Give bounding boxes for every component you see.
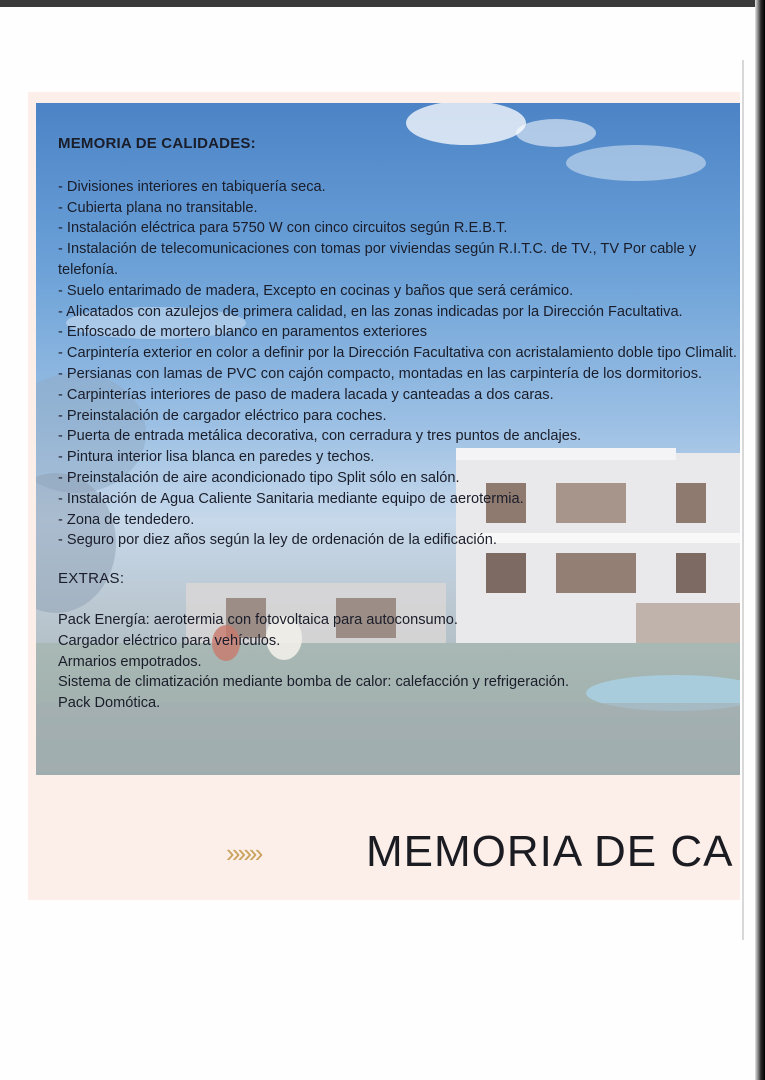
list-item: Pack Domótica. (58, 695, 161, 712)
list-item: Sistema de climatización mediante bomba de calor: calefacción y refrigeración. (58, 674, 570, 691)
list-item: - Persianas con lamas de PVC con cajón compacto, montadas en las carpintería de los dormitorios. (58, 365, 703, 382)
list-item: - Instalación eléctrica para 5750 W con cinco circuitos según R.E.B.T. (58, 220, 508, 237)
scan-fold-line (742, 60, 744, 940)
list-item: - Puerta de entrada metálica decorativa, con cerradura y tres puntos de anclajes. (58, 428, 582, 445)
footer-row (0, 820, 765, 880)
scan-right-edge (755, 0, 765, 1080)
footer-title: MEMORIA DE CA (366, 827, 734, 876)
list-item: - Carpintería exterior en color a definir por la Dirección Facultativa con acristalamiento doble tipo Climalit. (58, 345, 737, 362)
list-item: - Cubierta plana no transitable. (58, 199, 258, 216)
list-item: - Divisiones interiores en tabiquería seca. (58, 178, 326, 195)
list-item: Cargador eléctrico para vehículos. (58, 632, 281, 649)
list-item: - Preinstalación de cargador eléctrico para coches. (58, 407, 387, 424)
chevron-right-icon: »»» (226, 838, 261, 868)
memoria-content (58, 134, 738, 714)
list-item: - Instalación de telecomunicaciones con tomas por viviendas según R.I.T.C. de TV., TV Por cable y telefonía. (58, 241, 697, 278)
list-item: - Pintura interior lisa blanca en paredes y techos. (58, 449, 375, 466)
extras-heading: EXTRAS: (58, 570, 125, 588)
list-item: - Carpinterías interiores de paso de madera lacada y canteadas a dos caras. (58, 386, 554, 403)
list-item: - Suelo entarimado de madera, Excepto en cocinas y baños que será cerámico. (58, 282, 574, 299)
list-item: - Preinstalación de aire acondicionado tipo Split sólo en salón. (58, 469, 460, 486)
list-item: Pack Energía: aerotermia con fotovoltaica para autoconsumo. (58, 611, 458, 628)
list-item: - Instalación de Agua Caliente Sanitaria mediante equipo de aerotermia. (58, 490, 524, 507)
memoria-heading: MEMORIA DE CALIDADES: (58, 135, 256, 152)
list-item: - Zona de tendedero. (58, 511, 195, 528)
scan-top-edge (0, 0, 765, 7)
list-item: - Seguro por diez años según la ley de ordenación de la edificación. (58, 532, 497, 549)
list-item: Armarios empotrados. (58, 653, 202, 670)
extras-list (58, 610, 738, 714)
list-item: - Alicatados con azulejos de primera calidad, en las zonas indicadas por la Dirección Facultativa. (58, 303, 683, 320)
memoria-list (58, 177, 738, 551)
list-item: - Enfoscado de mortero blanco en paramentos exteriores (58, 324, 428, 341)
